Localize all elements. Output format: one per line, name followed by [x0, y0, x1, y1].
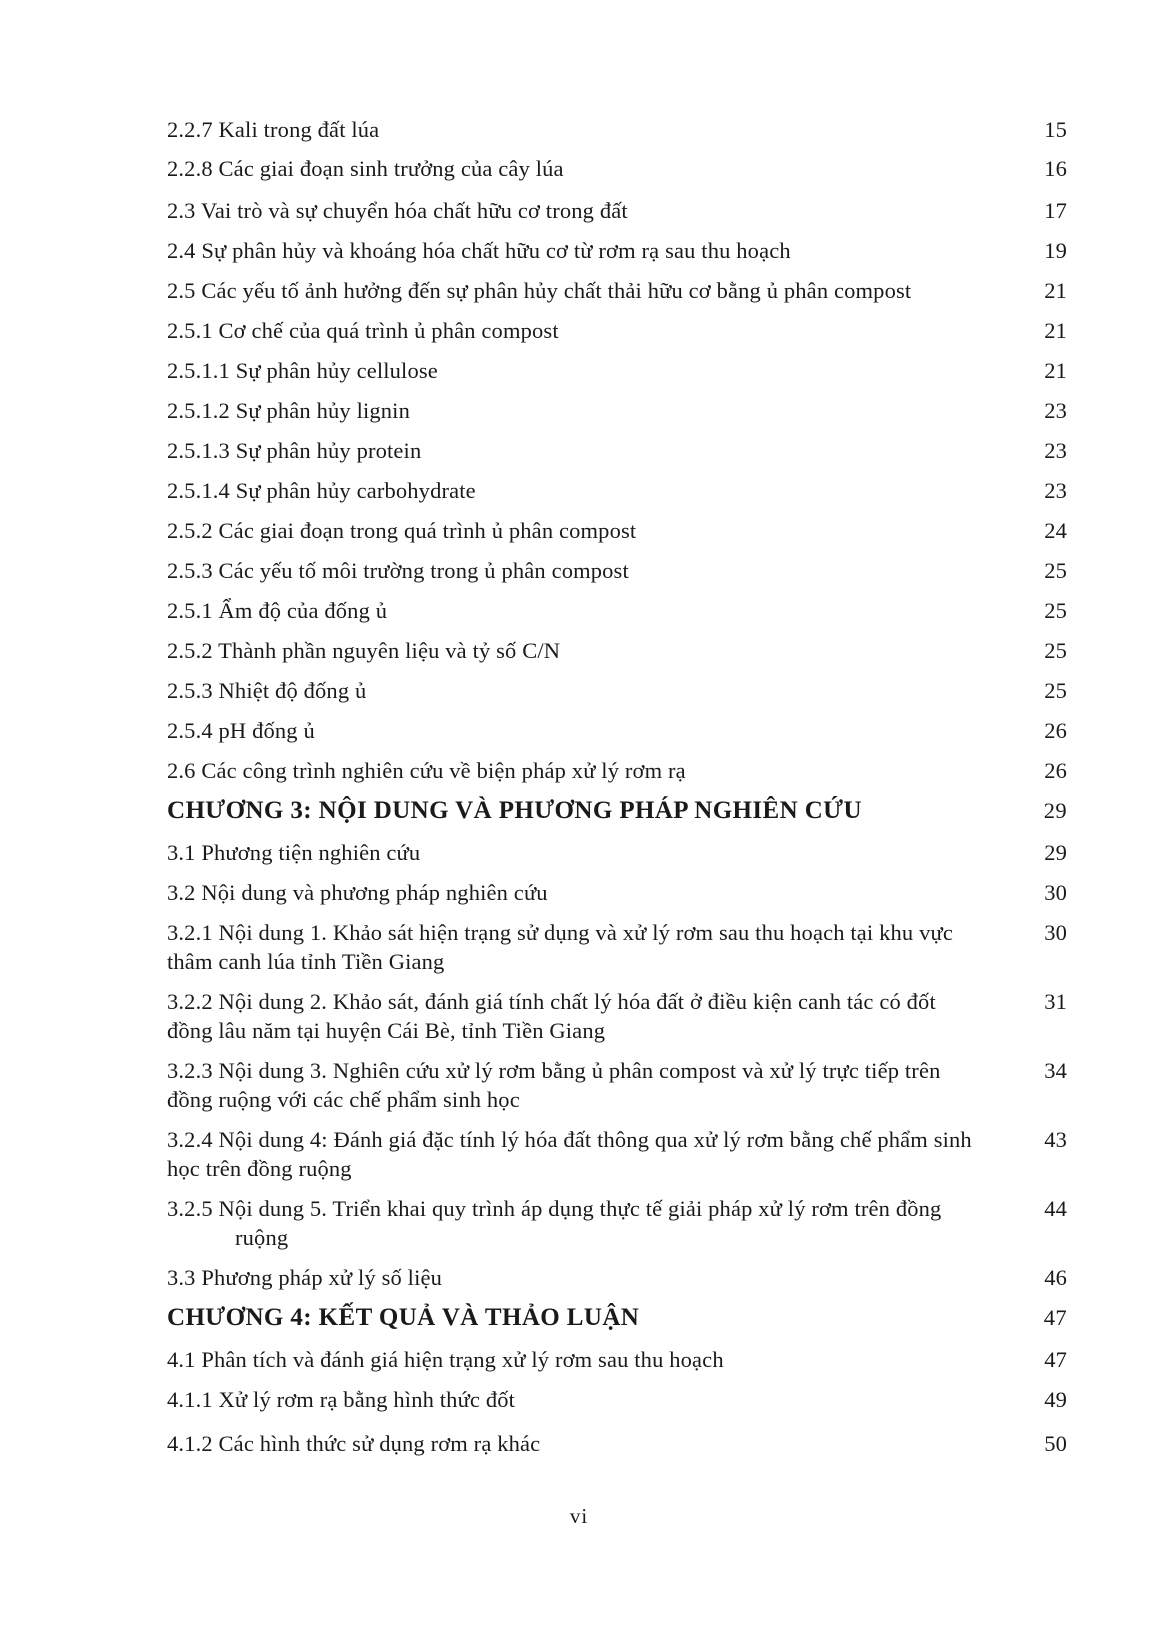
toc-entry-page: 23 [1044, 398, 1067, 423]
toc-entry-text: 2.5.2 Thành phần nguyên liệu và tỷ số C/N [167, 638, 561, 663]
toc-entry-page: 25 [1044, 598, 1067, 623]
toc-entry [167, 676, 1067, 705]
toc-entry [167, 154, 1067, 183]
toc-entry-page: 43 [1044, 1127, 1067, 1152]
toc-entry [167, 396, 1067, 425]
toc-entry-page: 31 [1044, 989, 1067, 1014]
toc-entry [167, 196, 1067, 225]
toc-entry-text: 3.2.1 Nội dung 1. Khảo sát hiện trạng sử dụng và xử lý rơm sau thu hoạch tại khu vực thâm canh lúa tỉnh Tiền Giang [167, 920, 953, 974]
toc-entry [167, 756, 1067, 785]
toc-entry-page: 24 [1044, 518, 1067, 543]
toc-entry-page: 30 [1044, 880, 1067, 905]
toc-entry [167, 356, 1067, 385]
toc-entry [167, 556, 1067, 585]
toc-entry [167, 1263, 1067, 1292]
toc-entry [167, 436, 1067, 465]
toc-entry-text: 2.5.1.3 Sự phân hủy protein [167, 438, 422, 463]
toc-entry [167, 476, 1067, 505]
page-number: vi [569, 1504, 589, 1528]
toc-entry-text: 4.1 Phân tích và đánh giá hiện trạng xử lý rơm sau thu hoạch [167, 1347, 724, 1372]
toc-entry-text: CHƯƠNG 4: KẾT QUẢ VÀ THẢO LUẬN [167, 1304, 640, 1331]
toc-entry-page: 25 [1044, 638, 1067, 663]
toc-entry-page: 34 [1044, 1058, 1067, 1083]
toc-entry-page: 25 [1044, 558, 1067, 583]
toc-entry-page: 19 [1044, 238, 1067, 263]
toc-entry-page: 23 [1044, 478, 1067, 503]
toc-entry-text: 4.1.2 Các hình thức sử dụng rơm rạ khác [167, 1431, 541, 1456]
toc-entry-text: CHƯƠNG 3: NỘI DUNG VÀ PHƯƠNG PHÁP NGHIÊN CỨU [167, 797, 862, 824]
toc-entry-text: 2.5.1.1 Sự phân hủy cellulose [167, 358, 438, 383]
toc-entry [167, 636, 1067, 665]
toc-entry-text: 3.2.3 Nội dung 3. Nghiên cứu xử lý rơm bằng ủ phân compost và xử lý trực tiếp trên đồng ruộng với các chế phẩm sinh học [167, 1058, 941, 1112]
toc-entry-text: 3.2.2 Nội dung 2. Khảo sát, đánh giá tính chất lý hóa đất ở điều kiện canh tác có đốt đồng lâu năm tại huyện Cái Bè, tỉnh Tiền Giang [167, 989, 936, 1043]
toc-entry-page: 15 [1044, 117, 1067, 142]
toc-entry-page: 30 [1044, 920, 1067, 945]
toc-entry-page: 47 [1043, 1305, 1067, 1330]
toc-entry [167, 516, 1067, 545]
toc-entry-text: 2.5.3 Nhiệt độ đống ủ [167, 678, 367, 703]
toc-entry-text: 2.2.8 Các giai đoạn sinh trưởng của cây lúa [167, 156, 564, 181]
toc-entry-page: 44 [1044, 1196, 1067, 1221]
toc-entry-text: 4.1.1 Xử lý rơm rạ bằng hình thức đốt [167, 1387, 516, 1412]
toc-entry-text: 2.2.7 Kali trong đất lúa [167, 117, 380, 142]
toc-entry [167, 276, 1067, 305]
toc-entry-page: 25 [1044, 678, 1067, 703]
toc-entry-text: 2.5.2 Các giai đoạn trong quá trình ủ phân compost [167, 518, 637, 543]
toc-entry-text: 2.5.1 Ẩm độ của đống ủ [167, 598, 388, 623]
toc-entry [167, 596, 1067, 625]
toc-entry-text: 2.5.1.2 Sự phân hủy lignin [167, 398, 410, 423]
toc-entry [167, 918, 1067, 976]
toc-entry-text: 2.5.1 Cơ chế của quá trình ủ phân compost [167, 318, 559, 343]
toc-entry [167, 716, 1067, 745]
toc-entry-text: 2.3 Vai trò và sự chuyển hóa chất hữu cơ trong đất [167, 198, 628, 223]
toc-entry-text: 2.5 Các yếu tố ảnh hưởng đến sự phân hủy chất thải hữu cơ bằng ủ phân compost [167, 278, 912, 303]
toc-entry-text: 2.5.4 pH đống ủ [167, 718, 315, 743]
toc-entry [167, 236, 1067, 265]
toc-entry-page: 21 [1044, 358, 1067, 383]
toc-entry-page: 23 [1044, 438, 1067, 463]
toc-entry [167, 838, 1067, 867]
toc-entry-page: 21 [1044, 318, 1067, 343]
toc-entry [167, 1056, 1067, 1114]
toc-chapter-heading [167, 1303, 1067, 1332]
toc-entry [167, 316, 1067, 345]
toc-entry-page: 16 [1044, 156, 1067, 181]
toc-entry [167, 1194, 1067, 1252]
toc-entry [167, 1429, 1067, 1458]
toc-entry-page: 29 [1043, 798, 1067, 823]
toc-entry [167, 878, 1067, 907]
toc-entry-page: 47 [1044, 1347, 1067, 1372]
toc-entry-text: 3.2.5 Nội dung 5. Triển khai quy trình áp dụng thực tế giải pháp xử lý rơm trên đồng ruộng [167, 1196, 942, 1250]
toc-chapter-heading [167, 796, 1067, 825]
toc-entry-page: 49 [1044, 1387, 1067, 1412]
toc-entry [167, 1385, 1067, 1414]
toc-entry-text: 3.3 Phương pháp xử lý số liệu [167, 1265, 443, 1290]
toc-entry-page: 50 [1044, 1431, 1067, 1456]
toc-entry-page: 26 [1044, 718, 1067, 743]
toc-entry [167, 1345, 1067, 1374]
toc-entry-text: 2.6 Các công trình nghiên cứu về biện pháp xử lý rơm rạ [167, 758, 686, 783]
toc-entry [167, 1125, 1067, 1183]
toc-entry-page: 29 [1044, 840, 1067, 865]
toc-entry-text: 3.2 Nội dung và phương pháp nghiên cứu [167, 880, 548, 905]
toc-entry [167, 115, 1067, 144]
toc-entry-text: 3.1 Phương tiện nghiên cứu [167, 840, 421, 865]
toc-entry [167, 987, 1067, 1045]
toc-entry-page: 26 [1044, 758, 1067, 783]
toc-entry-page: 46 [1044, 1265, 1067, 1290]
toc-entry-text: 3.2.4 Nội dung 4: Đánh giá đặc tính lý hóa đất thông qua xử lý rơm bằng chế phẩm sinh học trên đồng ruộng [167, 1127, 972, 1181]
toc-entry-text: 2.5.1.4 Sự phân hủy carbohydrate [167, 478, 476, 503]
toc-entry-page: 21 [1044, 278, 1067, 303]
toc-entry-page: 17 [1044, 198, 1067, 223]
toc-entry-text: 2.5.3 Các yếu tố môi trường trong ủ phân compost [167, 558, 629, 583]
toc-entry-text: 2.4 Sự phân hủy và khoáng hóa chất hữu cơ từ rơm rạ sau thu hoạch [167, 238, 791, 263]
